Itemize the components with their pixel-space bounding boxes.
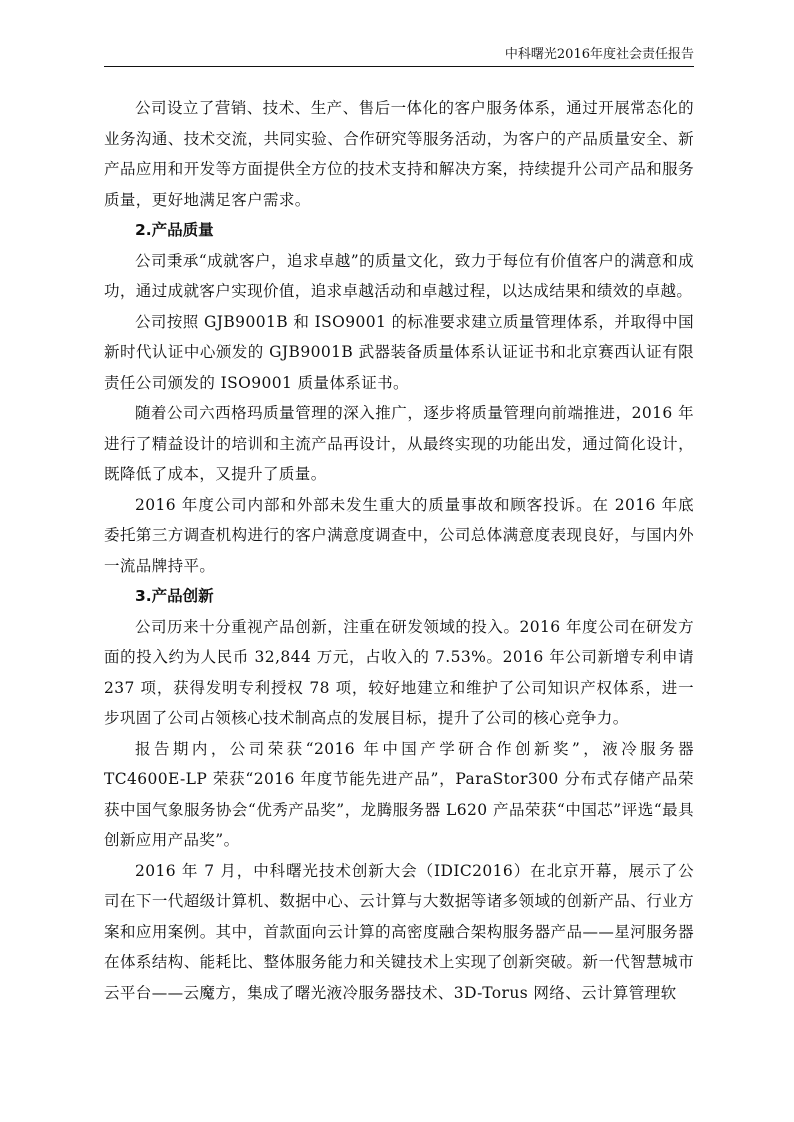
- paragraph-awards: 报告期内，公司荣获“2016 年中国产学研合作创新奖”，液冷服务器 TC4600E-LP 荣获“2016 年度节能先进产品”，ParaStor300 分布式存储产品荣获中国气象服务协会“优秀产品奖”，龙腾服务器 L620 产品荣获“中国芯”评选“最具创新应用产品奖”。: [104, 739, 694, 849]
- body-content: [104, 93, 694, 1008]
- paragraph-customer-satisfaction: 2016 年度公司内部和外部未发生重大的质量事故和顾客投诉。在 2016 年底委托第三方调查机构进行的客户满意度调查中，公司总体满意度表现良好，与国内外一流品牌持平。: [104, 495, 694, 575]
- paragraph-quality-culture: 公司秉承“成就客户，追求卓越”的质量文化，致力于每位有价值客户的满意和成功，通过成就客户实现价值，追求卓越活动和卓越过程，以达成结果和绩效的卓越。: [104, 251, 694, 300]
- header-divider: [104, 66, 694, 67]
- running-header: 中科曙光2016年度社会责任报告: [504, 47, 694, 62]
- paragraph-rd-investment: 公司历来十分重视产品创新，注重在研发领域的投入。2016 年度公司在研发方面的投入约为人民币 32,844 万元，占收入的 7.53%。2016 年公司新增专利申请 237 项，获得发明专利授权 78 项，较好地建立和维护了公司知识产权体系，进一步巩固了公司占领核心技术制高点的发展目标，提升了公司的核心竞争力。: [104, 617, 694, 727]
- paragraph-customer-service: 公司设立了营销、技术、生产、售后一体化的客户服务体系，通过开展常态化的业务沟通、技术交流，共同实验、合作研究等服务活动，为客户的产品质量安全、新产品应用和开发等方面提供全方位的技术支持和解决方案，持续提升公司产品和服务质量，更好地满足客户需求。: [104, 99, 694, 209]
- paragraph-quality-system: 公司按照 GJB9001B 和 ISO9001 的标准要求建立质量管理体系，并取得中国新时代认证中心颁发的 GJB9001B 武器装备质量体系认证证书和北京赛西认证有限责任公司颁发的 ISO9001 质量体系证书。: [104, 312, 694, 392]
- paragraph-six-sigma: 随着公司六西格玛质量管理的深入推广，逐步将质量管理向前端推进，2016 年进行了精益设计的培训和主流产品再设计，从最终实现的功能出发，通过简化设计，既降低了成本，又提升了质量。: [104, 404, 694, 483]
- section-heading-product-innovation: 3.产品创新: [135, 587, 214, 605]
- paragraph-idic2016: 2016 年 7 月，中科曙光技术创新大会（IDIC2016）在北京开幕，展示了公司在下一代超级计算机、数据中心、云计算与大数据等诸多领域的创新产品、行业方案和应用案例。其中，首款面向云计算的高密度融合架构服务器产品——星河服务器在体系结构、能耗比、整体服务能力和关键技术上实现了创新突破。新一代智慧城市云平台——云魔方，集成了曙光液冷服务器技术、3D-Torus 网络、云计算管理软: [104, 861, 694, 1002]
- section-heading-product-quality: 2.产品质量: [135, 221, 214, 239]
